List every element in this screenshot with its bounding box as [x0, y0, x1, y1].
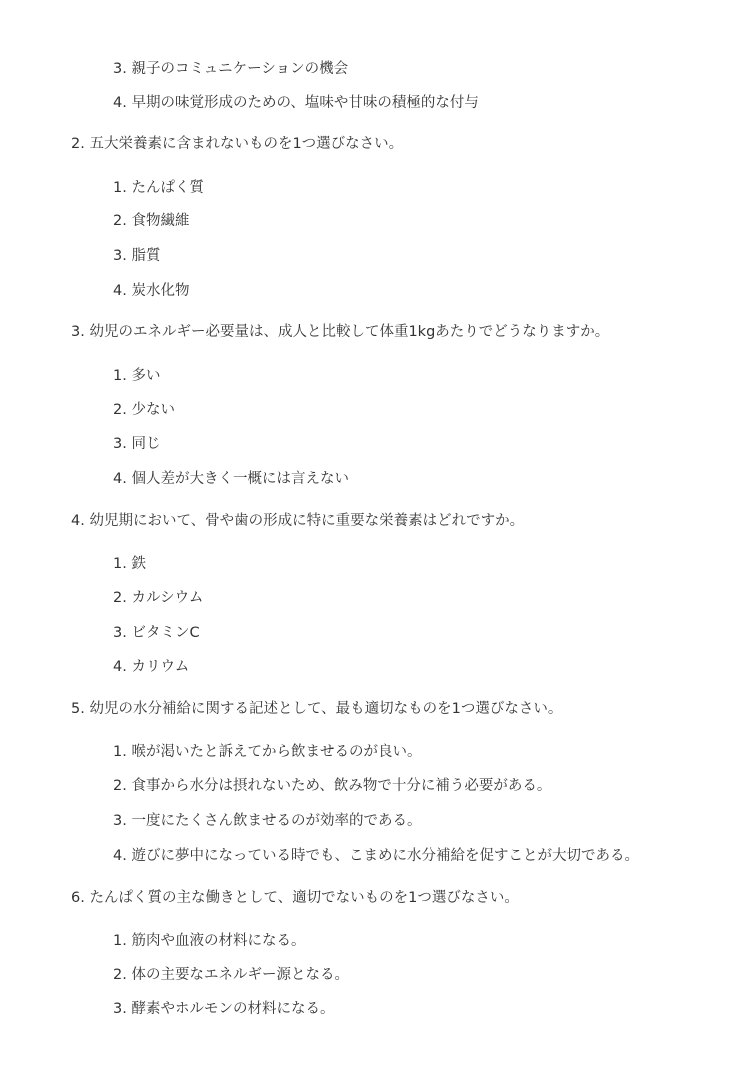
option-item: 3. 親子のコミュニケーションの機会	[113, 61, 349, 77]
option-item: 1. 筋肉や血液の材料になる。	[113, 933, 306, 949]
option-item: 2. 体の主要なエネルギー源となる。	[113, 967, 349, 983]
option-item: 4. 炭水化物	[113, 283, 190, 299]
option-item: 3. 脂質	[113, 248, 161, 264]
option-item: 3. 酵素やホルモンの材料になる。	[113, 1001, 335, 1017]
option-item: 4. 遊びに夢中になっている時でも、こまめに水分補給を促すことが大切である。	[113, 848, 639, 864]
option-item: 2. カルシウム	[113, 590, 204, 606]
question-2: 2. 五大栄養素に含まれないものを1つ選びなさい。	[71, 136, 404, 152]
option-item: 4. 早期の味覚形成のための、塩味や甘味の積極的な付与	[113, 95, 479, 111]
option-item: 3. ビタミンC	[113, 625, 200, 641]
option-item: 2. 食事から水分は摂れないため、飲み物で十分に補う必要がある。	[113, 778, 552, 794]
option-item: 1. 鉄	[113, 556, 146, 572]
option-item: 2. 食物繊維	[113, 213, 190, 229]
option-item: 4. カリウム	[113, 659, 190, 675]
question-3: 3. 幼児のエネルギー必要量は、成人と比較して体重1kgあたりでどうなりますか。	[71, 324, 610, 340]
option-item: 1. 喉が渇いたと訴えてから飲ませるのが良い。	[113, 744, 422, 760]
option-item: 1. 多い	[113, 368, 161, 384]
option-item: 1. たんぱく質	[113, 180, 204, 196]
option-item: 4. 個人差が大きく一概には言えない	[113, 471, 349, 487]
question-5: 5. 幼児の水分補給に関する記述として、最も適切なものを1つ選びなさい。	[71, 701, 563, 717]
option-item: 2. 少ない	[113, 402, 175, 418]
option-item: 3. 一度にたくさん飲ませるのが効率的である。	[113, 813, 422, 829]
question-4: 4. 幼児期において、骨や歯の形成に特に重要な栄養素はどれですか。	[71, 513, 525, 529]
question-6: 6. たんぱく質の主な働きとして、適切でないものを1つ選びなさい。	[71, 890, 519, 906]
option-item: 3. 同じ	[113, 436, 161, 452]
